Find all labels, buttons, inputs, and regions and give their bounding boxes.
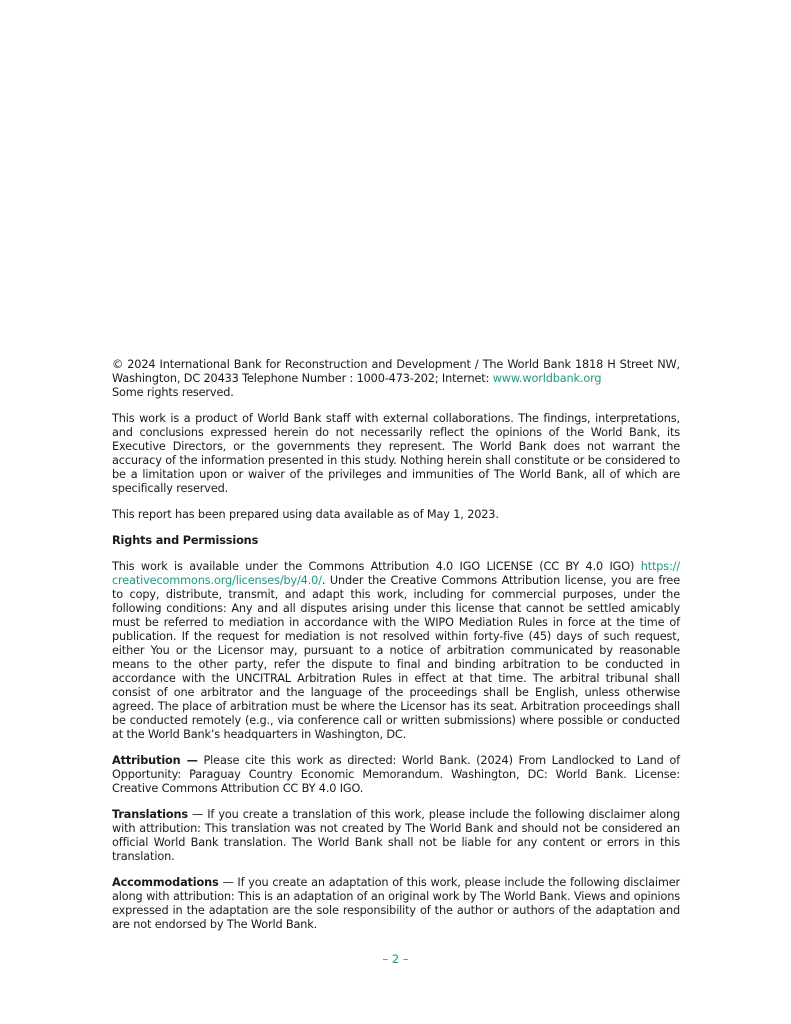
accommodations-paragraph (112, 876, 680, 932)
attribution-label: Attribution — (112, 754, 198, 767)
website-link[interactable]: www.worldbank.org (492, 372, 602, 385)
license-url-link[interactable]: https:// creativecommons.org/licenses/by/4.0/ (112, 560, 680, 587)
disclaimer-paragraph: This work is a product of World Bank staff with external collaborations. The findings, interpretations, and conclusions expressed herein do not necessarily reflect the opinions of the World Bank, its Executive Directors, or the governments they represent. The World Bank does not warrant the accuracy of the information presented in this study. Nothing herein shall constitute or be considered to be a limitation upon or waiver of the privileges and immunities of The World Bank, all of which are specifically reserved. (112, 412, 680, 495)
attribution-text: Please cite this work as directed: World Bank. (2024) From Landlocked to Land of Opportunity: Paraguay Country Economic Memorandum. Washington, DC: World Bank. License: Creative Commons Attribution CC BY 4.0 IGO. (112, 754, 680, 795)
copyright-block (112, 358, 680, 400)
license-intro: This work is available under the Commons Attribution 4.0 IGO LICENSE (CC BY 4.0 IGO) (112, 560, 635, 573)
page-number: – 2 – (382, 952, 409, 966)
license-body: . Under the Creative Commons Attribution license, you are free to copy, distribute, transmit, and adapt this work, including for commercial purposes, under the following conditions: Any and all disputes arising under this license that cannot be settled amicably must be referred to mediation in accordance with the WIPO Mediation Rules in force at the time of publication. If the request for mediation is not resolved within forty-five (45) days of such request, either You or the Licensor may, pursuant to a notice of arbitration communicated by reasonable means to the other party, refer the dispute to final and binding arbitration to be conducted in accordance with the UNCITRAL Arbitration Rules in effect at that time. The arbitral tribunal shall consist of one arbitrator and the language of the proceedings shall be English, unless otherwise agreed. The place of arbitration must be where the Licensor has its seat. Arbitration proceedings shall be conducted remotely (e.g., via conference call or written submissions) where possible or conducted at the World Bank’s headquarters in Washington, DC. (112, 574, 680, 741)
translations-label: Translations (112, 808, 188, 821)
rights-heading: Rights and Permissions (112, 534, 259, 547)
copyright-page (112, 358, 680, 944)
translations-text: — If you create a translation of this work, please include the following disclaimer along with attribution: This translation was not created by The World Bank and should not be considered an official World Bank translation. The World Bank shall not be liable for any content or errors in this translation. (112, 808, 680, 863)
rights-reserved: Some rights reserved. (112, 386, 234, 399)
copyright-line: © 2024 International Bank for Reconstruction and Development / The World Bank 1818 H Street NW, Washington, DC 20433 Telephone Number : 1000-473-202; Internet: (112, 358, 680, 385)
attribution-paragraph (112, 754, 680, 796)
accommodations-text: — If you create an adaptation of this work, please include the following disclaimer along with attribution: This is an adaptation of an original work by The World Bank. Views and opinions expressed in the adaptation are the sole responsibility of the author or authors of the adaptation and are not endorsed by The World Bank. (112, 876, 680, 931)
license-paragraph (112, 560, 680, 742)
data-note: This report has been prepared using data available as of May 1, 2023. (112, 508, 499, 521)
accommodations-label: Accommodations (112, 876, 219, 889)
translations-paragraph (112, 808, 680, 864)
